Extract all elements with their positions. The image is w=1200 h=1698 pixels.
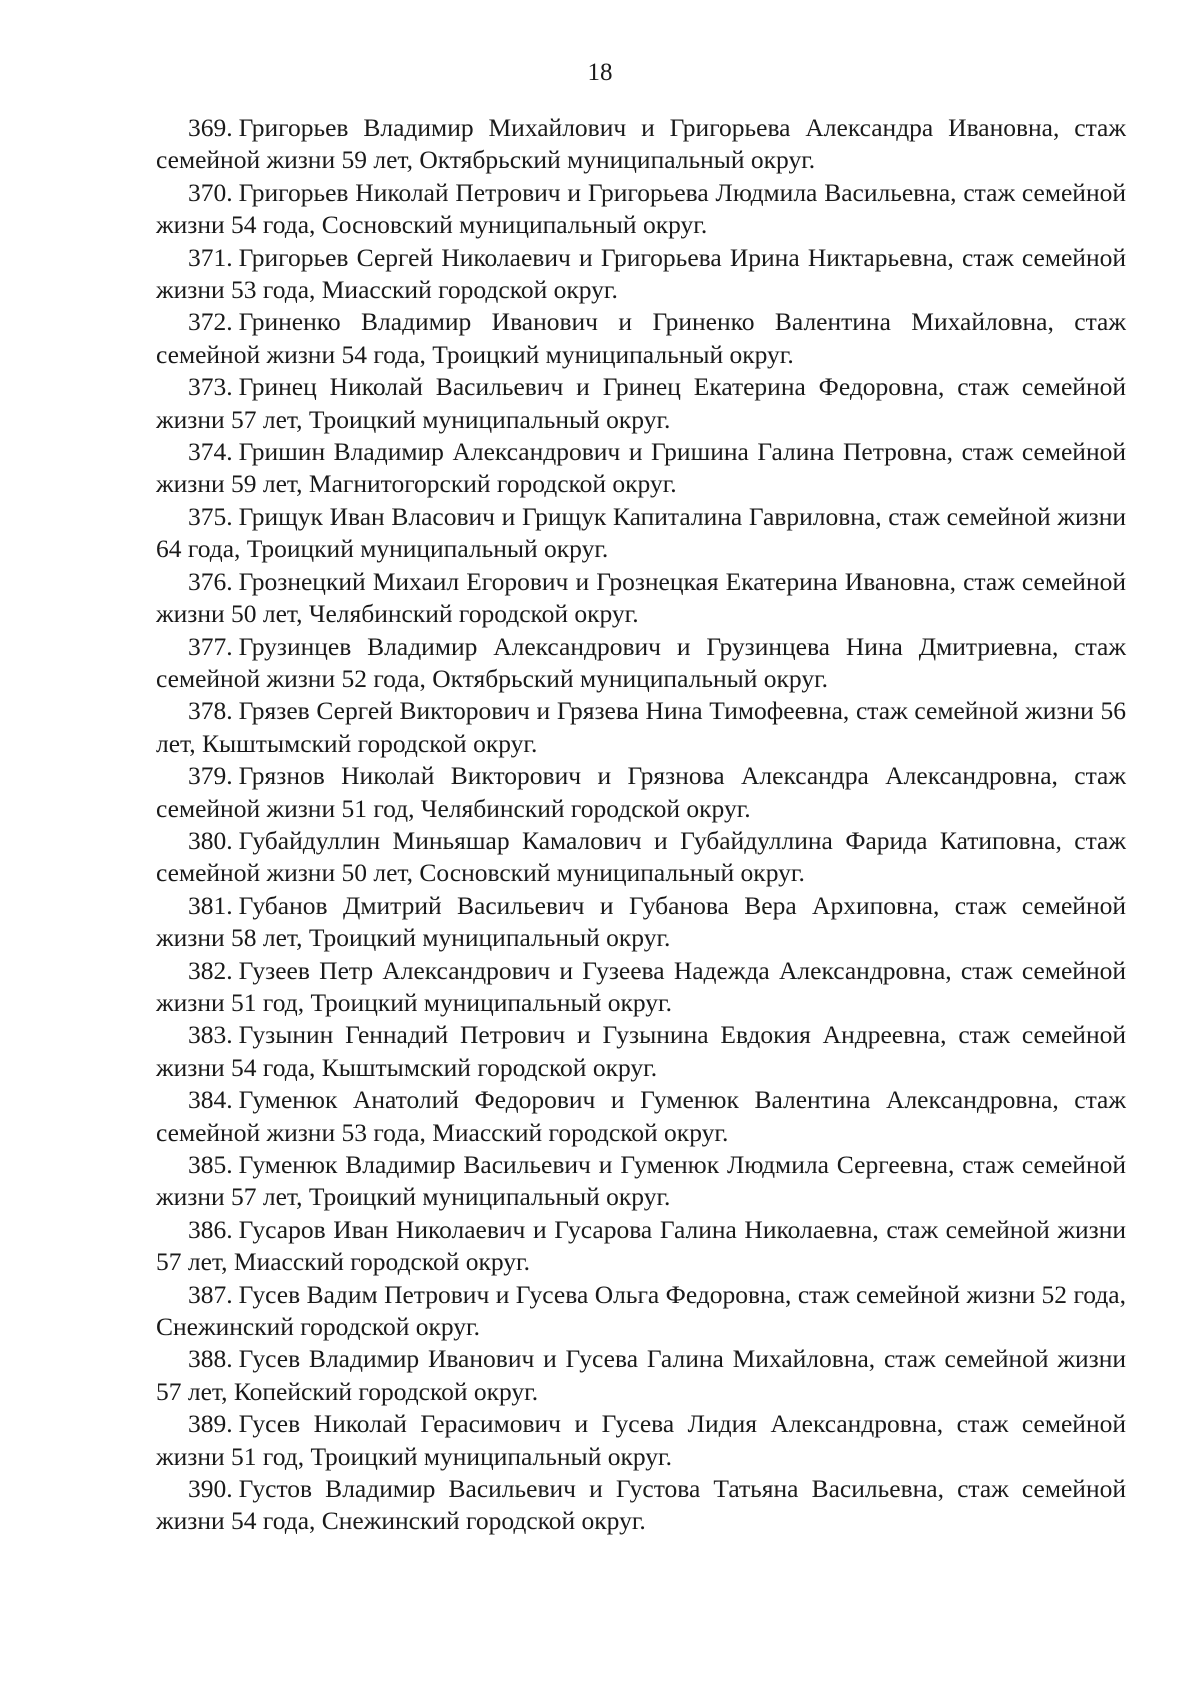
entry-text: Григорьев Владимир Михайлович и Григорьева Александра Ивановна, стаж семейной жизни 59 лет, Октябрьский муниципальный округ.	[156, 113, 1126, 175]
entry-text: Грознецкий Михаил Егорович и Грознецкая Екатерина Ивановна, стаж семейной жизни 50 лет, Челябинский городской округ.	[156, 566, 1126, 629]
entry-number: 381.	[188, 890, 233, 920]
list-item	[156, 1214, 1126, 1279]
entry-number: 387.	[188, 1279, 233, 1309]
entry-number: 379.	[188, 761, 233, 791]
entry-text: Губанов Дмитрий Васильевич и Губанова Вера Архиповна, стаж семейной жизни 58 лет, Троицкий муниципальный округ.	[156, 890, 1126, 953]
list-item	[156, 955, 1126, 1020]
list-item	[156, 1279, 1126, 1344]
entry-number: 386.	[188, 1214, 233, 1244]
entry-number: 389.	[188, 1409, 233, 1439]
entry-text: Густов Владимир Васильевич и Густова Татьяна Васильевна, стаж семейной жизни 54 года, Снежинский городской округ.	[156, 1474, 1126, 1536]
list-item	[156, 1343, 1126, 1408]
list-item	[156, 760, 1126, 825]
entry-number: 369.	[188, 113, 233, 142]
entry-text: Гришин Владимир Александрович и Гришина Галина Петровна, стаж семейной жизни 59 лет, Магнитогорский городской округ.	[156, 437, 1126, 499]
entry-text: Григорьев Сергей Николаевич и Григорьева Ирина Никтарьевна, стаж семейной жизни 53 года, Миасский городской округ.	[156, 242, 1126, 305]
entry-number: 374.	[188, 437, 233, 467]
entry-text: Гуменюк Анатолий Федорович и Гуменюк Валентина Александровна, стаж семейной жизни 53 года, Миасский городской округ.	[156, 1085, 1126, 1147]
entry-number: 380.	[188, 825, 233, 855]
entry-number: 384.	[188, 1085, 233, 1115]
list-item	[156, 242, 1126, 307]
list-item	[156, 112, 1126, 177]
entry-number: 371.	[188, 242, 233, 272]
list-item	[156, 566, 1126, 631]
entry-text: Гузынин Геннадий Петрович и Гузынина Евдокия Андреевна, стаж семейной жизни 54 года, Кыштымский городской округ.	[156, 1020, 1126, 1082]
list-item	[156, 1019, 1126, 1084]
entry-text: Гусев Николай Герасимович и Гусева Лидия Александровна, стаж семейной жизни 51 год, Троицкий муниципальный округ.	[156, 1409, 1126, 1471]
list-item	[156, 695, 1126, 760]
list-item	[156, 890, 1126, 955]
entry-text: Грищук Иван Власович и Грищук Капиталина Гавриловна, стаж семейной жизни 64 года, Троицкий муниципальный округ.	[156, 501, 1126, 564]
entry-number: 385.	[188, 1150, 233, 1179]
entry-text: Григорьев Николай Петрович и Григорьева Людмила Васильевна, стаж семейной жизни 54 года, Сосновский муниципальный округ.	[156, 177, 1126, 240]
entry-number: 373.	[188, 372, 233, 402]
list-item	[156, 371, 1126, 436]
entry-text: Губайдуллин Миньяшар Камалович и Губайдуллина Фарида Катиповна, стаж семейной жизни 50 лет, Сосновский муниципальный округ.	[156, 825, 1126, 888]
list-item	[156, 177, 1126, 242]
list-item	[156, 825, 1126, 890]
entry-number: 372.	[188, 307, 233, 337]
entry-text: Гусев Вадим Петрович и Гусева Ольга Федоровна, стаж семейной жизни 52 года, Снежинский городской округ.	[156, 1279, 1126, 1342]
entry-text: Гуменюк Владимир Васильевич и Гуменюк Людмила Сергеевна, стаж семейной жизни 57 лет, Троицкий муниципальный округ.	[156, 1150, 1126, 1212]
entry-text: Гусаров Иван Николаевич и Гусарова Галина Николаевна, стаж семейной жизни 57 лет, Миасский городской округ.	[156, 1214, 1126, 1277]
list-item	[156, 1149, 1126, 1214]
entry-number: 370.	[188, 177, 233, 207]
list-item	[156, 631, 1126, 696]
entry-text: Гусев Владимир Иванович и Гусева Галина Михайловна, стаж семейной жизни 57 лет, Копейский городской округ.	[156, 1344, 1126, 1406]
entry-number: 383.	[188, 1020, 233, 1050]
entry-number: 375.	[188, 501, 233, 531]
entry-list	[156, 112, 1126, 1538]
list-item	[156, 306, 1126, 371]
entry-text: Грязев Сергей Викторович и Грязева Нина Тимофеевна, стаж семейной жизни 56 лет, Кыштымский городской округ.	[156, 696, 1126, 758]
entry-text: Грязнов Николай Викторович и Грязнова Александра Александровна, стаж семейной жизни 51 год, Челябинский городской округ.	[156, 761, 1126, 823]
list-item	[156, 1084, 1126, 1149]
entry-number: 378.	[188, 696, 233, 726]
entry-number: 376.	[188, 566, 233, 596]
list-item	[156, 436, 1126, 501]
entry-text: Грузинцев Владимир Александрович и Грузинцева Нина Дмитриевна, стаж семейной жизни 52 года, Октябрьский муниципальный округ.	[156, 631, 1126, 693]
list-item	[156, 501, 1126, 566]
entry-number: 382.	[188, 955, 233, 985]
list-item	[156, 1408, 1126, 1473]
entry-number: 377.	[188, 631, 233, 661]
entry-text: Гриненко Владимир Иванович и Гриненко Валентина Михайловна, стаж семейной жизни 54 года, Троицкий муниципальный округ.	[156, 307, 1126, 369]
entry-text: Гринец Николай Васильевич и Гринец Екатерина Федоровна, стаж семейной жизни 57 лет, Троицкий муниципальный округ.	[156, 372, 1126, 434]
entry-number: 388.	[188, 1344, 233, 1374]
entry-text: Гузеев Петр Александрович и Гузеева Надежда Александровна, стаж семейной жизни 51 год, Троицкий муниципальный округ.	[156, 955, 1126, 1017]
entry-number: 390.	[188, 1474, 233, 1504]
page-number: 18	[587, 59, 613, 86]
list-item	[156, 1473, 1126, 1538]
